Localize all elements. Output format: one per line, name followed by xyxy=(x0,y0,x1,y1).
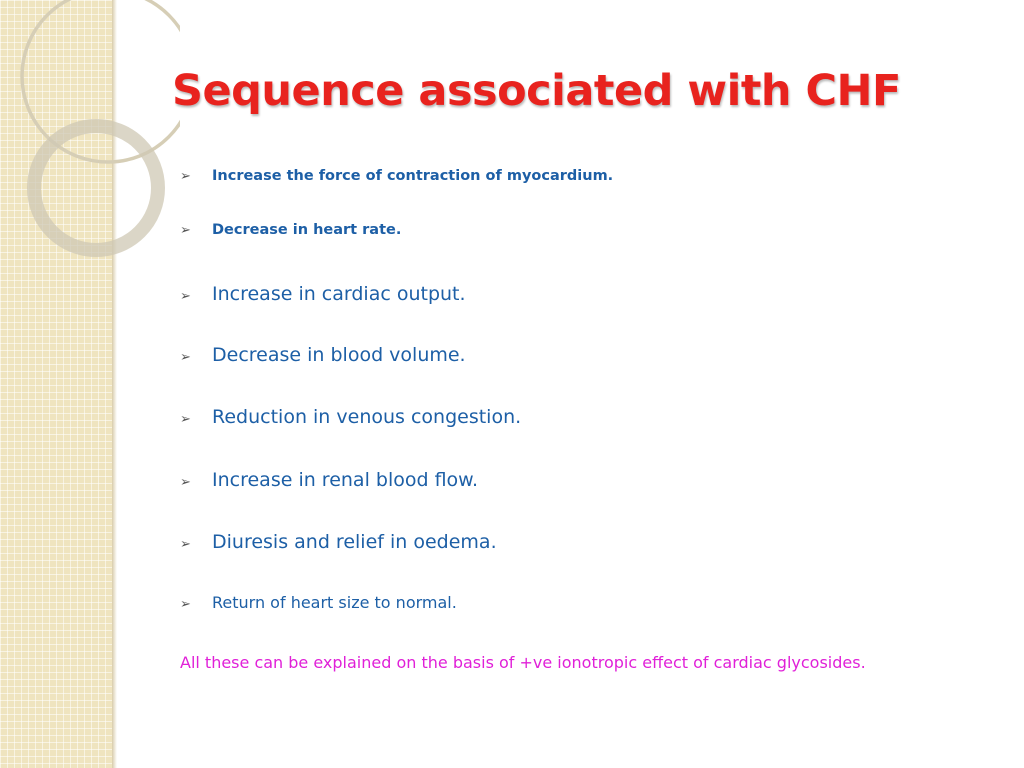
bullet-text: Return of heart size to normal. xyxy=(212,593,457,612)
bullet-item xyxy=(180,531,497,553)
bullet-item xyxy=(180,593,457,612)
ring-small xyxy=(34,126,158,250)
bullet-item xyxy=(180,168,613,184)
bullet-text: Increase the force of contraction of myocardium. xyxy=(212,168,614,184)
bullet-text: Diuresis and relief in oedema. xyxy=(212,531,497,553)
bullet-item xyxy=(180,222,401,238)
bullet-item xyxy=(180,283,466,305)
bullet-item xyxy=(180,344,466,366)
arrow-bullet-icon: ➢ xyxy=(180,537,191,552)
bullet-text: Decrease in heart rate. xyxy=(212,222,402,238)
arrow-bullet-icon: ➢ xyxy=(180,223,191,238)
bullet-item xyxy=(180,406,521,428)
ring-large xyxy=(22,0,180,162)
bullet-text: Decrease in blood volume. xyxy=(212,344,466,366)
arrow-bullet-icon: ➢ xyxy=(180,412,191,427)
arrow-bullet-icon: ➢ xyxy=(180,350,191,365)
slide-title: Sequence associated with CHF xyxy=(172,66,901,116)
arrow-bullet-icon: ➢ xyxy=(180,289,191,304)
bullet-text: Increase in cardiac output. xyxy=(212,283,466,305)
bullet-text: Increase in renal blood flow. xyxy=(212,469,479,491)
decorative-rings xyxy=(0,0,180,260)
arrow-bullet-icon: ➢ xyxy=(180,597,191,612)
arrow-bullet-icon: ➢ xyxy=(180,475,191,490)
summary-note: All these can be explained on the basis of +ve ionotropic effect of cardiac glycosides. xyxy=(180,653,866,672)
bullet-text: Reduction in venous congestion. xyxy=(212,406,522,428)
bullet-item xyxy=(180,469,478,491)
arrow-bullet-icon: ➢ xyxy=(180,169,191,184)
